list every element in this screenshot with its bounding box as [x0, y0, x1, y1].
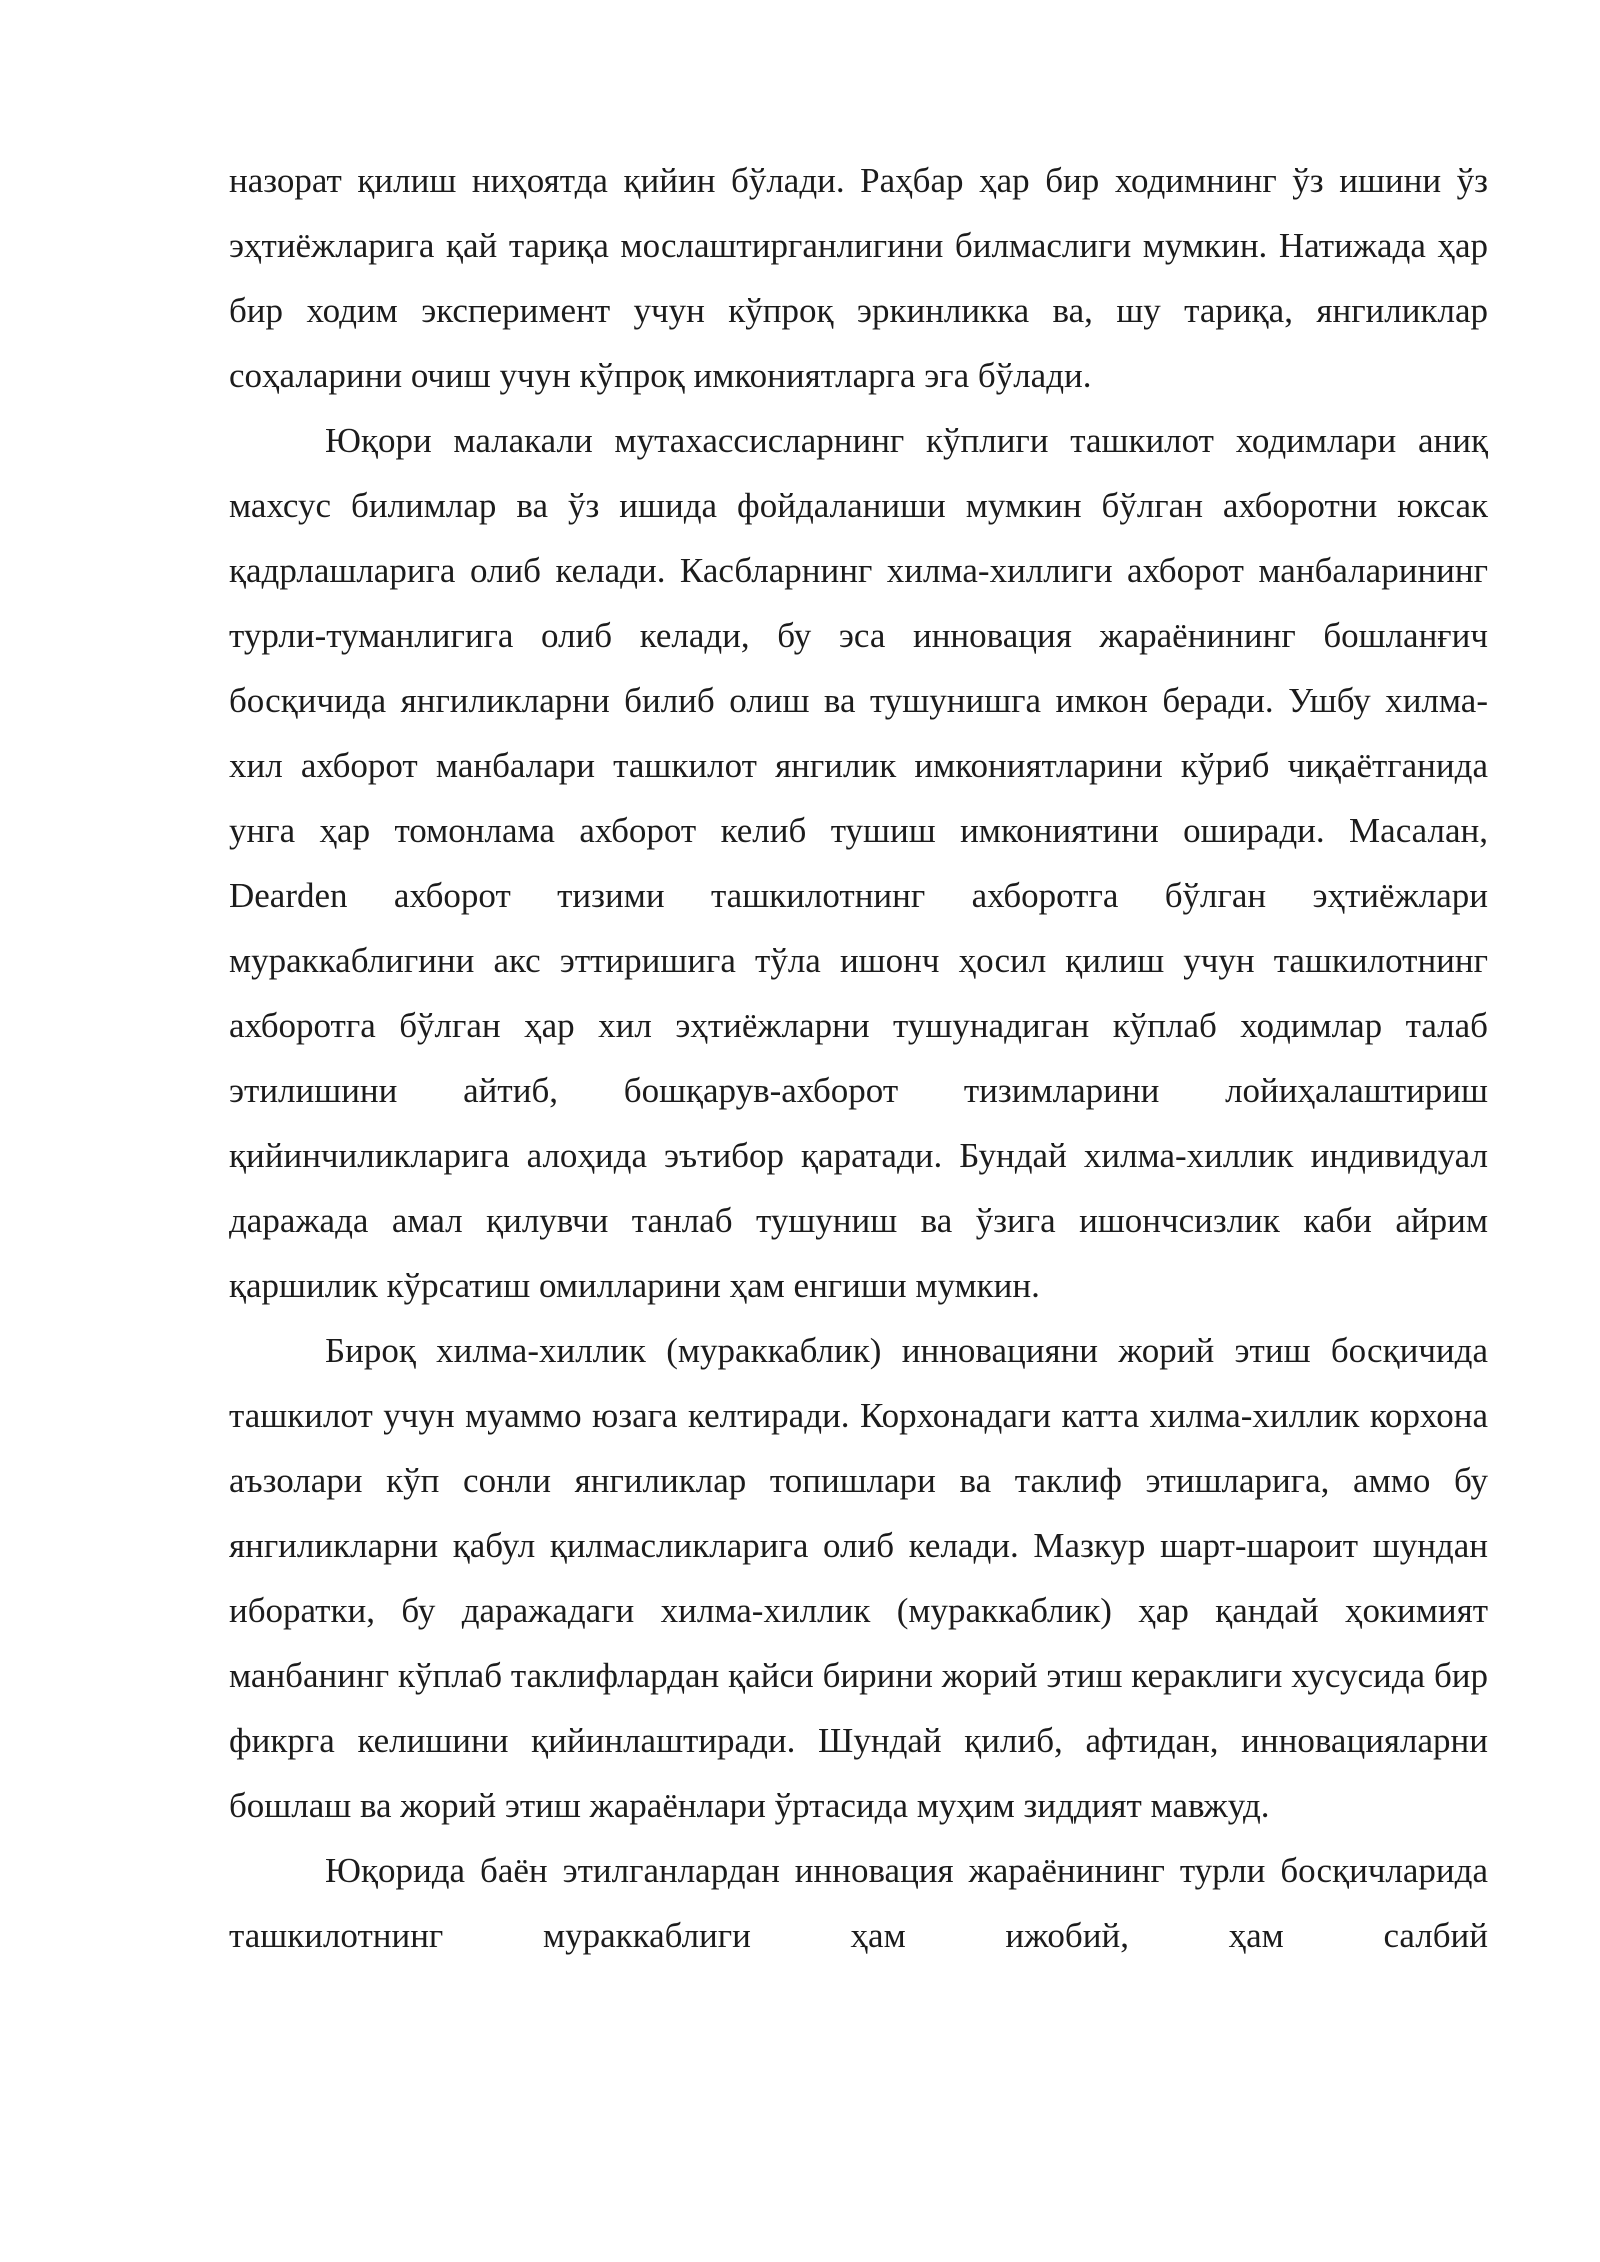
paragraph-2: Юқори малакали мутахассисларнинг кўплиги ташкилот ходимлари аниқ махсус билимлар ва ўз ишида фойдаланиши мумкин бўлган ахборотни юксак қадрлашларига олиб келади. Касбларнинг хилма-хиллиги ахборот манбаларининг турли-туманлигига олиб келади, бу эса инновация жараёнининг бошланғич босқичида янгиликларни билиб олиш ва тушунишга имкон беради. Ушбу хилма-хил ахборот манбалари ташкилот янгилик имкониятларини кўриб чиқаётганида унга ҳар томонлама ахборот келиб тушиш имкониятини оширади. Масалан, Dearden ахборот тизими ташкилотнинг ахборотга бўлган эҳтиёжлари мураккаблигини акс эттиришига тўла ишонч ҳосил қилиш учун ташкилотнинг ахборотга бўлган ҳар хил эҳтиёжларни тушунадиган кўплаб ходимлар талаб этилишини айтиб, бошқарув-ахборот тизимларини лойиҳалаштириш қийинчиликларига алоҳида эътибор қаратади. Бундай хилма-хиллик индивидуал даражада амал қилувчи танлаб тушуниш ва ўзига ишончсизлик каби айрим қаршилик кўрсатиш омилларини ҳам енгиши мумкин. — [229, 421, 1488, 1305]
paragraph-1: назорат қилиш ниҳоятда қийин бўлади. Раҳбар ҳар бир ходимнинг ўз ишини ўз эҳтиёжларига қай тариқа мослаштирганлигини билмаслиги мумкин. Натижада ҳар бир ходим эксперимент учун кўпроқ эркинликка ва, шу тариқа, янгиликлар соҳаларини очиш учун кўпроқ имкониятларга эга бўлади. — [229, 161, 1488, 395]
document-page — [229, 148, 1488, 1968]
paragraph-4: Юқорида баён этилганлардан инновация жараёнининг турли босқичларида ташкилотнинг мураккаблиги ҳам ижобий, ҳам салбий — [229, 1851, 1488, 1955]
paragraph-3: Бироқ хилма-хиллик (мураккаблик) инновацияни жорий этиш босқичида ташкилот учун муаммо юзага келтиради. Корхонадаги катта хилма-хиллик корхона аъзолари кўп сонли янгиликлар топишлари ва таклиф этишларига, аммо бу янгиликларни қабул қилмасликларига олиб келади. Мазкур шарт-шароит шундан иборатки, бу даражадаги хилма-хиллик (мураккаблик) ҳар қандай ҳокимият манбанинг кўплаб таклифлардан қайси бирини жорий этиш кераклиги хусусида бир фикрга келишини қийинлаштиради. Шундай қилиб, афтидан, инновацияларни бошлаш ва жорий этиш жараёнлари ўртасида муҳим зиддият мавжуд. — [229, 1331, 1488, 1825]
